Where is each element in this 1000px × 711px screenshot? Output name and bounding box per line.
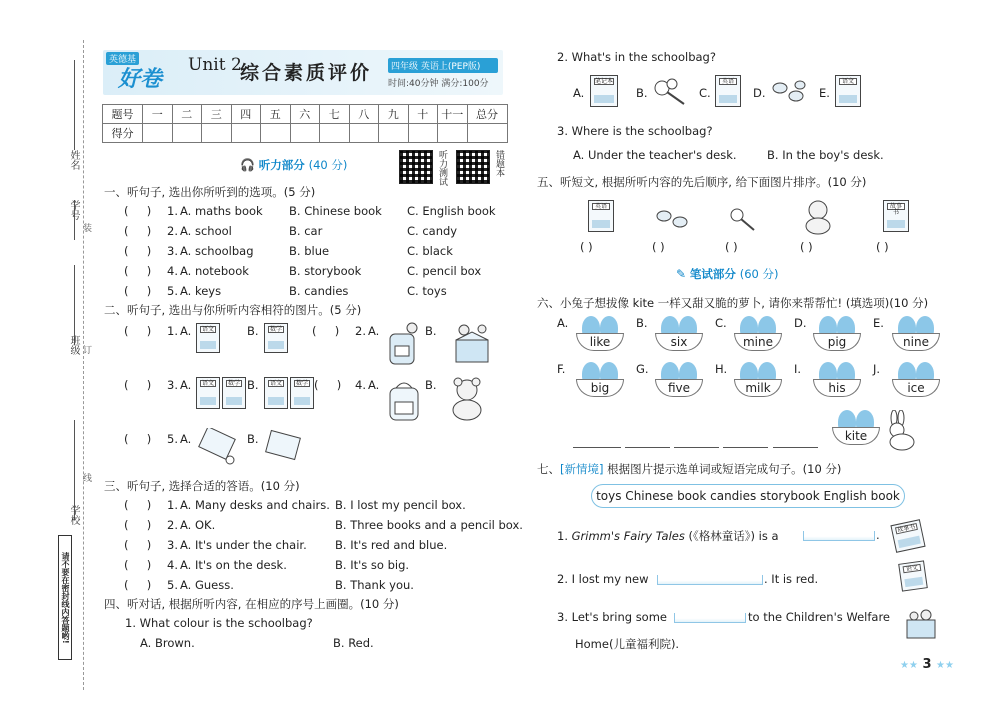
seal-mark-3: 线: [81, 473, 91, 482]
book-tag: 语文: [839, 78, 857, 85]
qr-label-mistakes: 错题本: [494, 150, 504, 177]
option-a[interactable]: A. keys: [180, 284, 222, 298]
option-c[interactable]: C. black: [407, 244, 453, 258]
keys-icon: [650, 76, 690, 108]
question-number: 4.: [355, 378, 366, 392]
score-cell[interactable]: [438, 124, 468, 143]
option-a[interactable]: A. It's under the chair.: [180, 538, 307, 552]
radish-word: five: [655, 379, 703, 397]
option-b[interactable]: B. car: [289, 224, 323, 238]
chinese-book-icon: [196, 323, 220, 353]
score-col: 六: [290, 105, 320, 124]
qr-code-icon[interactable]: [456, 150, 490, 184]
answer-blank[interactable]: [773, 447, 818, 448]
option-label: A.: [180, 378, 192, 392]
radish-word: like: [576, 333, 624, 351]
part7-title: 根据图片提示选单词或短语完成句子。(10 分): [607, 462, 842, 476]
maths-book-icon: [222, 377, 246, 409]
score-cell[interactable]: [202, 124, 232, 143]
part7-number: 七、: [537, 462, 560, 476]
score-cell[interactable]: [320, 124, 350, 143]
answer-paren[interactable]: ( ): [124, 378, 152, 392]
name-label: 姓名: [68, 150, 79, 170]
seal-mark-2: 订: [81, 345, 91, 354]
score-col: 十一: [438, 105, 468, 124]
answer-paren[interactable]: ( ): [652, 240, 665, 254]
book-tag: 英语: [592, 203, 610, 210]
option-a[interactable]: A. Many desks and chairs.: [180, 498, 330, 512]
sentence-3: 3. Let's bring some: [557, 610, 667, 624]
book-tag: 数学: [227, 380, 240, 387]
schoolbag-toys-icon: [384, 320, 424, 368]
option-b[interactable]: B. It's so big.: [335, 558, 410, 572]
score-table-row-label: 得分: [103, 124, 143, 143]
part2-title: 二、听句子, 选出与你所听内容相符的图片。(5 分): [104, 303, 362, 317]
part4-q2-option-a[interactable]: A.: [573, 86, 585, 100]
candies-icon: [652, 206, 694, 232]
teddy-bear-icon: [443, 376, 491, 422]
option-label: B.: [247, 432, 259, 446]
radish-word: kite: [832, 427, 880, 445]
answer-paren[interactable]: ( ): [580, 240, 593, 254]
school-label: 学校: [68, 505, 79, 525]
option-c[interactable]: C. toys: [407, 284, 447, 298]
answer-blank[interactable]: [723, 447, 768, 448]
part6-title: 六、小兔子想拔像 kite 一样又甜又脆的萝卜, 请你来帮帮忙! (填选项)(10 分): [537, 296, 929, 310]
radish-option-label: A.: [557, 316, 569, 330]
option-c[interactable]: C. pencil box: [407, 264, 482, 278]
chinese-book-icon: [898, 560, 928, 591]
radish-item[interactable]: [807, 316, 867, 356]
question-number: 4.: [167, 558, 178, 572]
class-label: 班级: [68, 335, 79, 355]
storybook-icon: [262, 428, 310, 464]
answer-paren[interactable]: ( ): [312, 324, 340, 338]
maths-book-icon: [290, 377, 314, 409]
question-number: 1.: [167, 498, 178, 512]
answer-fill-line[interactable]: [657, 575, 763, 585]
time-score-info: 时间:40分钟 满分:100分: [388, 79, 489, 89]
answer-paren[interactable]: ( ): [124, 538, 152, 552]
writing-score: (60 分): [739, 267, 779, 281]
score-col-total: 总分: [467, 105, 507, 124]
writing-title: 笔试部分: [689, 267, 736, 281]
question-number: 1.: [167, 204, 178, 218]
question-number: 5.: [167, 284, 178, 298]
option-a[interactable]: A. schoolbag: [180, 244, 254, 258]
score-table-row-label: 题号: [103, 105, 143, 124]
option-b[interactable]: B. Thank you.: [335, 578, 414, 592]
score-cell[interactable]: [408, 124, 438, 143]
star-icon: ★★: [936, 660, 954, 671]
radish-item[interactable]: [570, 362, 630, 402]
answer-blank[interactable]: [573, 447, 621, 448]
answer-paren[interactable]: ( ): [124, 264, 152, 278]
sentence-text: (《格林童话》) is a: [688, 529, 779, 543]
class-line: [74, 265, 75, 345]
radish-word: ice: [892, 379, 940, 397]
notebook-icon: [590, 75, 618, 107]
score-col: 四: [231, 105, 261, 124]
score-col: 五: [261, 105, 291, 124]
option-a[interactable]: A. OK.: [180, 518, 216, 532]
answer-blank[interactable]: [674, 447, 719, 448]
part4-q2-option-b[interactable]: B.: [636, 86, 648, 100]
score-col: 八: [349, 105, 379, 124]
part4-title: 四、听对话, 根据所听内容, 在相应的序号上画圈。(10 分): [104, 597, 399, 611]
radish-word: nine: [892, 333, 940, 351]
schoolbag-icon: [384, 378, 424, 424]
option-a[interactable]: A. school: [180, 224, 232, 238]
maths-book-icon: [264, 323, 288, 353]
radish-option-label: I.: [794, 362, 802, 376]
part1-title: 一、听句子, 选出你所听到的选项。(5 分): [104, 185, 316, 199]
star-icon: ★★: [900, 660, 918, 671]
option-a[interactable]: A. maths book: [180, 204, 263, 218]
answer-blank[interactable]: [625, 447, 670, 448]
option-c[interactable]: C. candy: [407, 224, 458, 238]
part3-title: 三、听句子, 选择合适的答语。(10 分): [104, 479, 300, 493]
radish-option-label: B.: [636, 316, 648, 330]
answer-paren[interactable]: ( ): [800, 240, 813, 254]
book-tag: 英语: [719, 78, 737, 85]
radish-option-label: J.: [873, 362, 881, 376]
part4-q3-option-b[interactable]: B. In the boy's desk.: [767, 148, 884, 162]
word-bank: toys Chinese book candies storybook English book: [591, 484, 905, 508]
score-col: 三: [202, 105, 232, 124]
question-number: 3.: [167, 244, 178, 258]
toy-box-icon: [448, 322, 496, 366]
part4-q2-option-e[interactable]: E.: [819, 86, 830, 100]
option-a[interactable]: A. It's on the desk.: [180, 558, 287, 572]
option-label: A.: [368, 324, 380, 338]
option-label: B.: [425, 324, 437, 338]
answer-fill-line[interactable]: [803, 531, 875, 541]
option-label: A.: [368, 378, 380, 392]
answer-paren[interactable]: ( ): [314, 378, 342, 392]
option-b[interactable]: B. storybook: [289, 264, 362, 278]
radish-option-label: F.: [557, 362, 566, 376]
listening-score: (40 分): [308, 158, 348, 172]
answer-paren[interactable]: ( ): [124, 558, 152, 572]
sentence-1: [557, 528, 779, 544]
radish-item[interactable]: [728, 362, 788, 402]
score-cell[interactable]: [467, 124, 507, 143]
option-b[interactable]: B. Three books and a pencil box.: [335, 518, 523, 532]
radish-word: six: [655, 333, 703, 351]
option-label: B.: [247, 378, 259, 392]
score-table: [102, 104, 508, 143]
listening-section-header: [240, 157, 347, 173]
number-label: 学号: [68, 200, 79, 220]
radish-word: pig: [813, 333, 861, 351]
sentence-2: 2. I lost my new: [557, 572, 649, 586]
key-icon: [728, 206, 758, 234]
answer-paren[interactable]: ( ): [124, 204, 152, 218]
radish-item[interactable]: [570, 316, 630, 356]
binding-strip: [0, 0, 91, 711]
page-number: [900, 657, 954, 672]
english-book-icon: [715, 75, 741, 107]
question-number: 2.: [167, 224, 178, 238]
english-book-icon: [588, 200, 614, 232]
chinese-book-icon: [835, 75, 861, 107]
radish-item[interactable]: [886, 316, 946, 356]
radish-word: big: [576, 379, 624, 397]
answer-paren[interactable]: ( ): [725, 240, 738, 254]
book-title-text: Grimm's Fairy Tales: [571, 529, 685, 543]
question-number: 2.: [167, 518, 178, 532]
radish-item[interactable]: [649, 362, 709, 402]
score-cell[interactable]: [379, 124, 409, 143]
score-cell[interactable]: [172, 124, 202, 143]
brand-publisher: 英德基: [106, 52, 139, 65]
radish-option-label: H.: [715, 362, 728, 376]
answer-paren[interactable]: ( ): [124, 498, 152, 512]
page-number-value: 3: [922, 657, 932, 672]
chinese-book-icon: [264, 377, 288, 409]
book-tag: 笔记本: [595, 78, 614, 85]
part5-title: 五、听短文, 根据所听内容的先后顺序, 给下面图片排序。(10 分): [537, 175, 867, 189]
question-number: 3.: [167, 378, 178, 392]
score-cell[interactable]: [290, 124, 320, 143]
storybook-key-icon: [196, 428, 242, 468]
seal-mark-1: 装: [81, 223, 91, 232]
question-number: 1.: [167, 324, 178, 338]
radish-option-label: E.: [873, 316, 884, 330]
option-b[interactable]: B. candies: [289, 284, 349, 298]
radish-word: mine: [734, 333, 782, 351]
question-number: 5.: [167, 578, 178, 592]
writing-section-header: [676, 266, 778, 282]
answer-paren[interactable]: ( ): [124, 244, 152, 258]
option-a[interactable]: A. Guess.: [180, 578, 234, 592]
radish-item[interactable]: [728, 316, 788, 356]
book-tag: 语文: [201, 380, 214, 387]
option-b[interactable]: B. It's red and blue.: [335, 538, 448, 552]
brand-logo: 好卷: [118, 67, 163, 92]
seal-notice: 请不要在密封线内答题哟!: [58, 535, 72, 660]
sentence-3-end: to the Children's Welfare: [748, 610, 890, 624]
teddy-bear-icon: [798, 198, 838, 236]
answer-paren[interactable]: ( ): [124, 324, 152, 338]
question-number: 3.: [167, 538, 178, 552]
score-col: 九: [379, 105, 409, 124]
seal-line: [83, 40, 84, 690]
answer-paren[interactable]: ( ): [124, 224, 152, 238]
book-tag: 故事书: [887, 203, 905, 210]
radish-item[interactable]: [807, 362, 867, 402]
score-table-score-row: [103, 124, 508, 143]
answer-paren[interactable]: ( ): [124, 518, 152, 532]
qr-code-icon[interactable]: [399, 150, 433, 184]
book-tag: 语文: [269, 380, 282, 387]
option-a[interactable]: A. notebook: [180, 264, 249, 278]
sentence-3-line2: Home(儿童福利院).: [575, 637, 680, 651]
chinese-book-icon: [196, 377, 220, 409]
score-cell[interactable]: [143, 124, 173, 143]
headphones-icon: 🎧: [240, 158, 255, 172]
option-label: A.: [180, 432, 192, 446]
radish-word: milk: [734, 379, 782, 397]
radish-word: his: [813, 379, 861, 397]
book-tag: 语文: [903, 564, 922, 573]
pencil-icon: ✎: [676, 267, 687, 281]
page-title: 综合素质评价: [240, 62, 373, 84]
part4-q1-option-a[interactable]: A. Brown.: [140, 636, 195, 650]
radish-option-label: G.: [636, 362, 649, 376]
book-tag: 数学: [269, 326, 282, 333]
radish-target: [826, 410, 886, 450]
score-col: 二: [172, 105, 202, 124]
option-label: B.: [425, 378, 437, 392]
part4-q3: 3. Where is the schoolbag?: [557, 124, 713, 138]
score-cell[interactable]: [349, 124, 379, 143]
radish-item[interactable]: [649, 316, 709, 356]
qr-label-listening: 听力测试: [437, 150, 447, 186]
book-tag: 故事书: [896, 523, 916, 534]
answer-paren[interactable]: ( ): [876, 240, 889, 254]
part4-q1: 1. What colour is the schoolbag?: [125, 616, 313, 630]
unit-label: Unit 2: [188, 55, 242, 75]
storybook-icon: [883, 200, 909, 232]
score-col: 一: [143, 105, 173, 124]
part4-q1-option-b[interactable]: B. Red.: [333, 636, 374, 650]
rabbit-icon: [880, 410, 920, 452]
question-number: 2.: [355, 324, 366, 338]
candies-icon: [768, 78, 810, 106]
sentence-2-end: . It is red.: [764, 572, 819, 586]
book-tag: 语文: [201, 326, 214, 333]
sentence-end: .: [876, 528, 880, 542]
storybook-icon: [890, 519, 925, 553]
option-label: A.: [180, 324, 192, 338]
new-scenario-tag: [新情境]: [560, 462, 604, 476]
sentence-number: 1.: [557, 529, 568, 543]
part4-q3-option-a[interactable]: A. Under the teacher's desk.: [573, 148, 737, 162]
name-line: [74, 60, 75, 150]
radish-option-label: D.: [794, 316, 807, 330]
answer-paren[interactable]: ( ): [124, 578, 152, 592]
answer-fill-line[interactable]: [674, 613, 746, 623]
option-b[interactable]: B. blue: [289, 244, 330, 258]
option-c[interactable]: C. English book: [407, 204, 496, 218]
question-number: 4.: [167, 264, 178, 278]
score-col: 十: [408, 105, 438, 124]
option-b[interactable]: B. Chinese book: [289, 204, 382, 218]
part4-q2: 2. What's in the schoolbag?: [557, 50, 716, 64]
score-cell[interactable]: [231, 124, 261, 143]
answer-paren[interactable]: ( ): [124, 432, 152, 446]
book-tag: 数学: [295, 380, 308, 387]
grade-badge: 四年级 英语上(PEP版): [388, 58, 498, 73]
score-col: 七: [320, 105, 350, 124]
answer-paren[interactable]: ( ): [124, 284, 152, 298]
listening-title: 听力部分: [258, 158, 305, 172]
question-number: 5.: [167, 432, 178, 446]
part4-q2-option-c[interactable]: C.: [699, 86, 711, 100]
toy-box-icon: [904, 606, 938, 640]
option-label: B.: [247, 324, 259, 338]
radish-option-label: C.: [715, 316, 727, 330]
score-table-header-row: [103, 105, 508, 124]
option-b[interactable]: B. I lost my pencil box.: [335, 498, 466, 512]
score-cell[interactable]: [261, 124, 291, 143]
part4-q2-option-d[interactable]: D.: [753, 86, 766, 100]
radish-item[interactable]: [886, 362, 946, 402]
part7-title-row: [537, 461, 841, 477]
